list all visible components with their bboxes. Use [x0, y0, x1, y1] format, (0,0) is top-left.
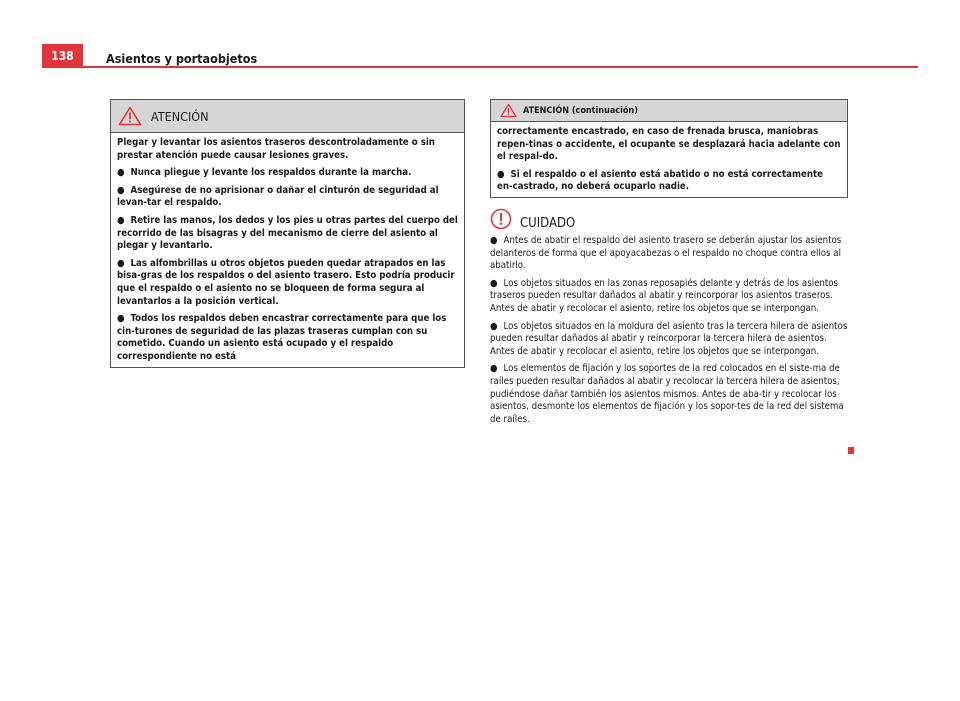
list-item: ● Los objetos situados en la moldura del asiento tras la tercera hilera de asientos pueden resultar dañados al abatir y reincorporar la tercera hilera de asientos. Antes de abatir y recolocar el asiento, retire los objetos que se interpongan.: [490, 320, 848, 357]
list-item: ● Antes de abatir el respaldo del asiento trasero se deberán ajustar los asientos delanteros de forma que el apoyacabezas o el respaldo no choque contra ellos al abatirlo.: [490, 235, 842, 272]
caution-title: CUIDADO: [520, 216, 576, 231]
warning-box-left: [110, 99, 465, 368]
list-item: ● Nunca pliegue y levante los respaldos durante la marcha.: [117, 167, 412, 179]
list-item: ● Los elementos de fijación y los soportes de la red colocados en el siste-ma de raíles pueden resultar dañados al abatir y recolocar la tercera hilera de asientos, pudiéndose dañar también los asientos mismos. Antes de aba-tir y recolocar los asientos, desmonte los elementos de fijación y los sopor-tes de la red del sistema de raíles.: [490, 363, 844, 425]
warning-title: ATENCIÓN (continuación): [523, 105, 638, 116]
exclamation-circle-icon: [490, 208, 512, 230]
list-item: ● Todos los respaldos deben encastrar correctamente para que los cin-turones de seguridad de las plazas traseras cumplan con su cometido. Cuando un asiento está ocupado y el respaldo correspondiente no está: [117, 313, 447, 362]
header-rule: [83, 66, 918, 68]
bullet-icon: ●: [117, 167, 125, 179]
warning-body: [491, 122, 847, 197]
warning-triangle-icon: [118, 106, 142, 126]
warning-body: [111, 133, 464, 367]
warning-header: [111, 100, 464, 133]
bullet-icon: ●: [117, 184, 125, 196]
bullet-icon: ●: [117, 313, 125, 325]
caution-body: [490, 235, 850, 431]
bullet-icon: ●: [490, 277, 498, 289]
bullet-icon: ●: [490, 235, 498, 246]
bullet-icon: ●: [117, 214, 125, 226]
bullet-icon: ●: [490, 363, 498, 375]
page-title: Asientos y portaobjetos: [106, 51, 258, 66]
warning-title: ATENCIÓN: [151, 108, 209, 124]
list-item: ● Los objetos situados en las zonas reposapiés delante y detrás de los asientos traseros pueden resultar dañados al abatir y reincorporar los asientos traseros. Antes de abatir y recolocar el asiento, retire los objetos que se interpongan.: [490, 277, 839, 314]
list-item: ● Retire las manos, los dedos y los pies u otras partes del cuerpo del recorrido de las bisagras y del mecanismo de cierre del asiento al plegar y levantarlo.: [117, 214, 458, 252]
bullet-icon: ●: [497, 168, 505, 180]
list-item: ● Asegúrese de no aprisionar o dañar el cinturón de seguridad al levan-tar el respaldo.: [117, 184, 439, 209]
warning-intro: correctamente encastrado, en caso de frenada brusca, maniobras repen-tinas o accidente, el ocupante se desplazará hacia adelante con el respal-do.: [497, 126, 841, 163]
warning-intro: Plegar y levantar los asientos traseros descontroladamente o sin prestar atención puede causar lesiones graves.: [117, 137, 435, 161]
list-item: ● Si el respaldo o el asiento está abatido o no está correctamente en-castrado, no deberá ocuparlo nadie.: [497, 168, 823, 193]
section-end-marker: [848, 447, 854, 454]
warning-box-right: [490, 99, 848, 198]
bullet-icon: ●: [117, 257, 125, 269]
warning-triangle-icon: [500, 103, 517, 118]
caution-header: [490, 206, 575, 231]
list-item: ● Las alfombrillas u otros objetos pueden quedar atrapados en las bisa-gras de los respaldos o del asiento trasero. Esto podría producir que el respaldo o el asiento no se bloqueen de forma segura al levantarlos a la posición vertical.: [117, 257, 455, 307]
bullet-icon: ●: [490, 320, 498, 332]
warning-header: [491, 100, 847, 122]
page-number: 138: [42, 44, 83, 68]
